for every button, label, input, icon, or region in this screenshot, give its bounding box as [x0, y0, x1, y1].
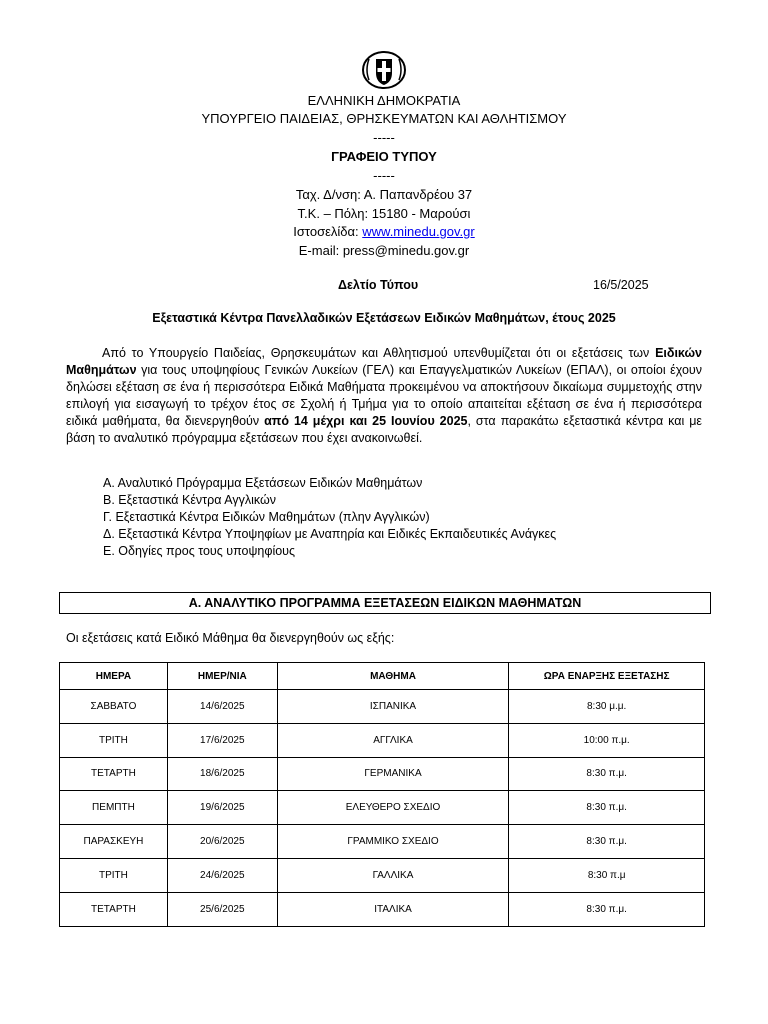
- cell-time: 8:30 π.μ: [509, 858, 705, 892]
- website-link[interactable]: www.minedu.gov.gr: [362, 224, 475, 239]
- contents-item: Γ. Εξεταστικά Κέντρα Ειδικών Μαθημάτων (πλην Αγγλικών): [103, 510, 430, 524]
- cell-time: 10:00 π.μ.: [509, 723, 705, 757]
- column-header-day: ΗΜΕΡΑ: [60, 663, 168, 690]
- ministry-name: ΥΠΟΥΡΓΕΙΟ ΠΑΙΔΕΙΑΣ, ΘΡΗΣΚΕΥΜΑΤΩΝ ΚΑΙ ΑΘΛΗΤΙΣΜΟΥ: [201, 111, 567, 126]
- email-line: E-mail: press@minedu.gov.gr: [298, 243, 470, 258]
- cell-subject: ΓΕΡΜΑΝΙΚΑ: [277, 757, 509, 791]
- table-row: [60, 825, 705, 859]
- press-release-date: 16/5/2025: [593, 278, 649, 292]
- cell-day: ΠΕΜΠΤΗ: [60, 791, 168, 825]
- cell-subject: ΙΣΠΑΝΙΚΑ: [277, 690, 509, 724]
- cell-time: 8:30 π.μ.: [509, 791, 705, 825]
- cell-date: 14/6/2025: [167, 690, 277, 724]
- cell-day: ΠΑΡΑΣΚΕΥΗ: [60, 825, 168, 859]
- cell-day: ΤΕΤΑΡΤΗ: [60, 892, 168, 926]
- cell-date: 20/6/2025: [167, 825, 277, 859]
- column-header-subject: ΜΑΘΗΜΑ: [277, 663, 509, 690]
- table-header-row: [60, 663, 705, 690]
- table-row: [60, 791, 705, 825]
- cell-day: ΤΡΙΤΗ: [60, 723, 168, 757]
- website-line: [0, 223, 768, 241]
- intro-paragraph: Από το Υπουργείο Παιδείας, Θρησκευμάτων και Αθλητισμού υπενθυμίζεται ότι οι εξετάσεις των Ειδικών Μαθημάτων για τους υποψηφίους Γενικών Λυκείων (ΓΕΛ) και Επαγγελματικών Λυκείων (ΕΠΑΛ), οι οποίοι έχουν δηλώσει εξέταση σε ένα ή περισσότερα Ειδικά Μαθήματα προκειμένου να αποκτήσουν δικαίωμα συμμετοχής στην επιλογή για εισαγωγή το τρέχον έτος σε Σχολή ή Τμήμα για το οποίο απαιτείται εξέταση σε ένα ή περισσότερα ειδικά μαθήματα, θα διενεργηθούν από 14 μέχρι και 25 Ιουνίου 2025, στα παρακάτω εξεταστικά κέντρα και με βάση το αναλυτικό πρόγραμμα εξετάσεων που έχει ανακοινωθεί.: [66, 346, 703, 445]
- cell-date: 24/6/2025: [167, 858, 277, 892]
- column-header-date: ΗΜΕΡ/ΝΙΑ: [167, 663, 277, 690]
- schedule-lead-text: Οι εξετάσεις κατά Ειδικό Μάθημα θα διενεργηθούν ως εξής:: [66, 631, 395, 645]
- table-row: [60, 690, 705, 724]
- contents-item: Ε. Οδηγίες προς τους υποψηφίους: [103, 544, 296, 558]
- column-header-start-time: ΩΡΑ ΕΝΑΡΞΗΣ ΕΞΕΤΑΣΗΣ: [509, 663, 705, 690]
- republic-name: ΕΛΛΗΝΙΚΗ ΔΗΜΟΚΡΑΤΙΑ: [307, 93, 461, 108]
- separator: -----: [373, 168, 395, 183]
- cell-subject: ΑΓΓΛΙΚΑ: [277, 723, 509, 757]
- table-row: [60, 757, 705, 791]
- contents-item: Β. Εξεταστικά Κέντρα Αγγλικών: [103, 493, 276, 507]
- section-a-heading: Α. ΑΝΑΛΥΤΙΚΟ ΠΡΟΓΡΑΜΜΑ ΕΞΕΤΑΣΕΩΝ ΕΙΔΙΚΩΝ ΜΑΘΗΜΑΤΩΝ: [59, 592, 711, 614]
- press-release-label: Δελτίο Τύπου: [338, 278, 419, 292]
- postal-code: Τ.Κ. – Πόλη: 15180 - Μαρούσι: [297, 206, 471, 221]
- website-label: Ιστοσελίδα:: [293, 224, 363, 239]
- cell-subject: ΓΑΛΛΙΚΑ: [277, 858, 509, 892]
- cell-date: 18/6/2025: [167, 757, 277, 791]
- contents-item: Α. Αναλυτικό Πρόγραμμα Εξετάσεων Ειδικών Μαθημάτων: [103, 476, 423, 490]
- contents-item: Δ. Εξεταστικά Κέντρα Υποψηφίων με Αναπηρία και Ειδικές Εκπαιδευτικές Ανάγκες: [103, 527, 557, 541]
- cell-date: 25/6/2025: [167, 892, 277, 926]
- contents-list: [103, 475, 556, 560]
- greek-emblem-icon: [361, 50, 407, 90]
- separator: -----: [373, 130, 395, 145]
- address: Ταχ. Δ/νση: Α. Παπανδρέου 37: [295, 187, 473, 202]
- cell-subject: ΓΡΑΜΜΙΚΟ ΣΧΕΔΙΟ: [277, 825, 509, 859]
- intro-bold-dates: από 14 μέχρι και 25 Ιουνίου 2025: [264, 414, 468, 428]
- exam-schedule-table: [59, 662, 705, 927]
- table-row: [60, 892, 705, 926]
- cell-time: 8:30 π.μ.: [509, 892, 705, 926]
- intro-bold-subject: Ειδικών Μαθημάτων: [66, 346, 702, 377]
- cell-time: 8:30 π.μ.: [509, 825, 705, 859]
- table-row: [60, 858, 705, 892]
- cell-day: ΤΡΙΤΗ: [60, 858, 168, 892]
- cell-day: ΣΑΒΒΑΤΟ: [60, 690, 168, 724]
- office-name: ΓΡΑΦΕΙΟ ΤΥΠΟΥ: [331, 149, 437, 164]
- cell-subject: ΕΛΕΥΘΕΡΟ ΣΧΕΔΙΟ: [277, 791, 509, 825]
- document-title: Εξεταστικά Κέντρα Πανελλαδικών Εξετάσεων Ειδικών Μαθημάτων, έτους 2025: [152, 311, 616, 325]
- cell-day: ΤΕΤΑΡΤΗ: [60, 757, 168, 791]
- cell-subject: ΙΤΑΛΙΚΑ: [277, 892, 509, 926]
- cell-time: 8:30 μ.μ.: [509, 690, 705, 724]
- cell-date: 19/6/2025: [167, 791, 277, 825]
- table-row: [60, 723, 705, 757]
- cell-date: 17/6/2025: [167, 723, 277, 757]
- cell-time: 8:30 π.μ.: [509, 757, 705, 791]
